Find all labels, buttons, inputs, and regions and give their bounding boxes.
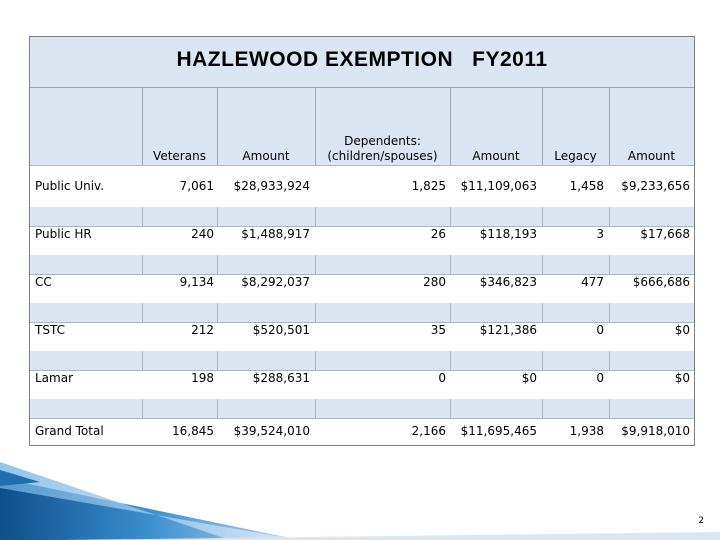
header-legacy: Legacy (554, 149, 597, 163)
cell-dependents-amount: $11,109,063 (460, 179, 537, 193)
cell-dependents-amount: $118,193 (479, 227, 537, 241)
cell-legacy: 0 (596, 371, 604, 385)
cell-legacy-amount: $0 (674, 323, 690, 337)
cell-legacy: 3 (596, 227, 604, 241)
cell-veterans: 240 (191, 227, 214, 241)
header-dependents: Dependents: (children/spouses) (327, 134, 438, 163)
cell-dependents: 35 (430, 323, 446, 337)
cell-legacy: 1,458 (569, 179, 604, 193)
cell-dependents: 280 (423, 275, 446, 289)
cell-legacy-amount: $9,233,656 (621, 179, 690, 193)
slide-table (29, 36, 695, 446)
cell-veterans: 198 (191, 371, 214, 385)
cell-legacy: 1,938 (569, 424, 604, 438)
cell-dependents: 2,166 (411, 424, 446, 438)
cell-veterans-amount: $8,292,037 (241, 275, 310, 289)
cell-legacy: 0 (596, 323, 604, 337)
cell-veterans: 7,061 (179, 179, 214, 193)
cell-legacy-amount: $9,918,010 (621, 424, 690, 438)
cell-dependents-amount: $0 (521, 371, 537, 385)
cell-legacy-amount: $17,668 (640, 227, 690, 241)
cell-dependents: 1,825 (411, 179, 446, 193)
cell-veterans-amount: $1,488,917 (241, 227, 310, 241)
row-divider-band (30, 207, 694, 226)
header-veterans: Veterans (153, 149, 206, 163)
row-label: Grand Total (35, 424, 104, 438)
row-label: Lamar (35, 371, 74, 385)
cell-dependents-amount: $11,695,465 (460, 424, 537, 438)
row-label: Public Univ. (35, 179, 105, 193)
cell-veterans: 16,845 (172, 424, 214, 438)
row-divider-band (30, 255, 694, 274)
cell-veterans-amount: $39,524,010 (233, 424, 310, 438)
header-veterans-amount: Amount (242, 149, 290, 163)
slide-corner-decoration (0, 458, 720, 540)
row-divider-band (30, 303, 694, 322)
cell-veterans-amount: $520,501 (252, 323, 310, 337)
header-legacy-amount: Amount (627, 149, 676, 163)
row-divider-band (30, 351, 694, 370)
row-label: TSTC (35, 323, 65, 337)
title-band (30, 37, 694, 88)
cell-veterans-amount: $28,933,924 (233, 179, 310, 193)
cell-dependents-amount: $346,823 (479, 275, 537, 289)
row-label: Public HR (35, 227, 92, 241)
cell-legacy-amount: $666,686 (632, 275, 690, 289)
header-dependents-amount: Amount (472, 149, 520, 163)
cell-legacy-amount: $0 (674, 371, 690, 385)
table-title: HAZLEWOOD EXEMPTION FY2011 (176, 48, 548, 71)
cell-legacy: 477 (581, 275, 604, 289)
cell-veterans: 212 (191, 323, 214, 337)
cell-veterans: 9,134 (179, 275, 214, 289)
page-number: 2 (698, 516, 704, 526)
cell-veterans-amount: $288,631 (252, 371, 310, 385)
row-label: CC (35, 275, 52, 289)
row-divider-band (30, 399, 694, 418)
cell-dependents-amount: $121,386 (479, 323, 537, 337)
cell-dependents: 26 (430, 227, 446, 241)
cell-dependents: 0 (438, 371, 446, 385)
